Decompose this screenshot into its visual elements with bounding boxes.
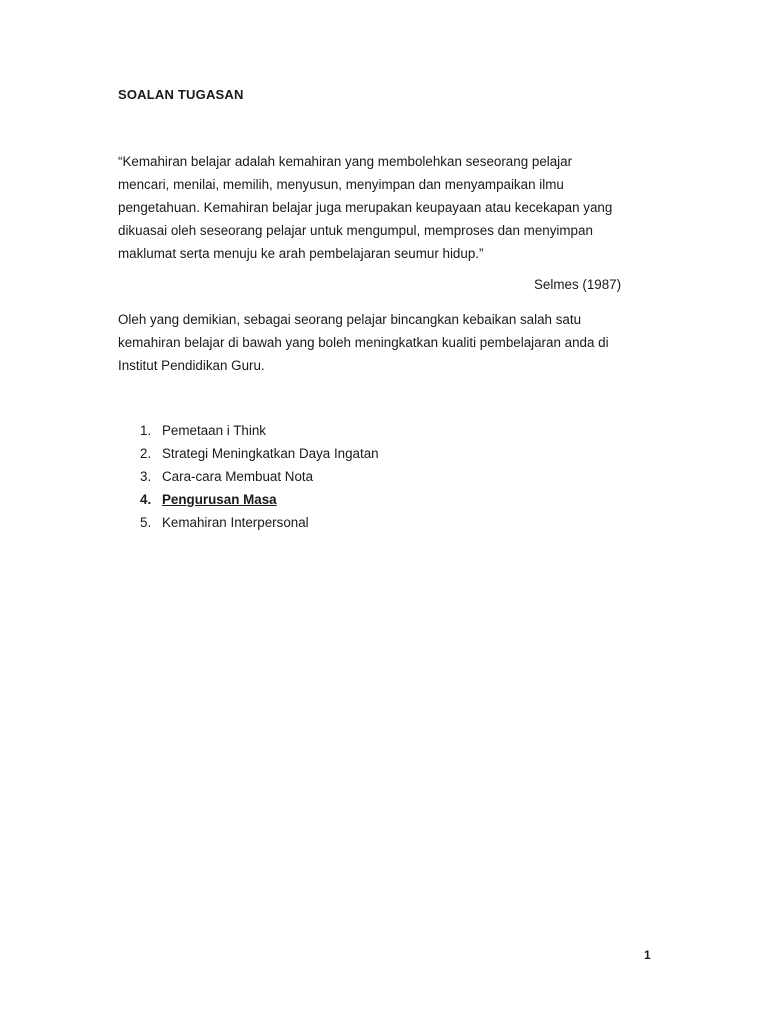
- list-item-label: Pengurusan Masa: [162, 492, 277, 507]
- list-item-number: 3.: [140, 469, 152, 484]
- page-number: 1: [644, 948, 651, 962]
- list-item-label: Kemahiran Interpersonal: [162, 515, 309, 530]
- quote-paragraph: [118, 150, 658, 265]
- instruction-line: kemahiran belajar di bawah yang boleh meningkatkan kualiti pembelajaran anda di: [118, 335, 609, 350]
- quote-citation: Selmes (1987): [534, 277, 622, 292]
- instruction-paragraph: [118, 308, 658, 377]
- list-item-number: 5.: [140, 515, 152, 530]
- list-item-label: Cara-cara Membuat Nota: [162, 469, 314, 484]
- quote-line: pengetahuan. Kemahiran belajar juga merupakan keupayaan atau kecekapan yang: [118, 200, 613, 215]
- quote-line: mencari, menilai, memilih, menyusun, menyimpan dan menyampaikan ilmu: [118, 177, 564, 192]
- list-item-label: Strategi Meningkatkan Daya Ingatan: [162, 446, 379, 461]
- quote-line: “Kemahiran belajar adalah kemahiran yang membolehkan seseorang pelajar: [118, 154, 573, 169]
- list-item-label: Pemetaan i Think: [162, 423, 266, 438]
- quote-line: maklumat serta menuju ke arah pembelajaran seumur hidup.”: [118, 246, 484, 261]
- list-item-number: 1.: [140, 423, 152, 438]
- list-item-number: 4.: [140, 492, 152, 507]
- instruction-line: Oleh yang demikian, sebagai seorang pelajar bincangkan kebaikan salah satu: [118, 312, 582, 327]
- instruction-line: Institut Pendidikan Guru.: [118, 358, 265, 373]
- quote-line: dikuasai oleh seseorang pelajar untuk mengumpul, memproses dan menyimpan: [118, 223, 593, 238]
- page-title: SOALAN TUGASAN: [118, 87, 244, 102]
- list-item-number: 2.: [140, 446, 152, 461]
